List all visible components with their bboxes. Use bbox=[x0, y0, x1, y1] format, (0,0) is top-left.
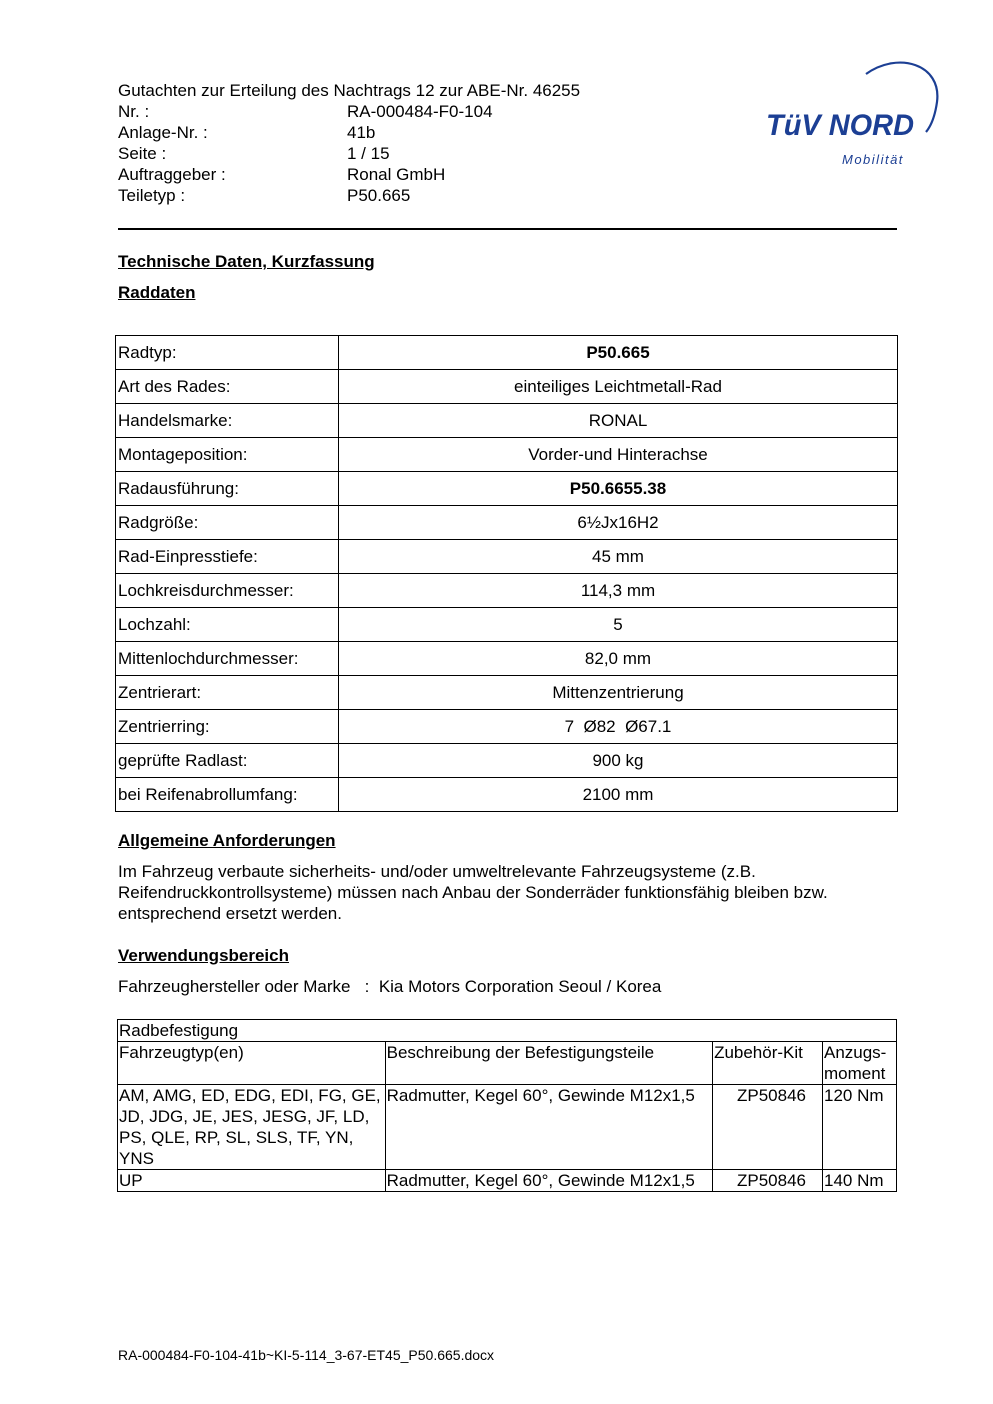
header-value: 41b bbox=[347, 123, 376, 142]
column-header: Fahrzeugtyp(en) bbox=[118, 1042, 386, 1085]
torque-value: 120 Nm bbox=[822, 1085, 896, 1170]
wheel-value: RONAL bbox=[339, 404, 898, 438]
table-row bbox=[118, 1085, 897, 1170]
table-row bbox=[116, 438, 898, 472]
table-row bbox=[116, 472, 898, 506]
wheel-key: Art des Rades: bbox=[116, 370, 339, 404]
header-label: Auftraggeber : bbox=[118, 165, 226, 184]
vehicle-types: UP bbox=[118, 1170, 386, 1192]
section-heading-tech: Technische Daten, Kurzfassung bbox=[118, 252, 375, 271]
header-row-seite bbox=[118, 143, 678, 164]
section-heading-verwendung: Verwendungsbereich bbox=[118, 946, 289, 965]
torque-header-line1: Anzugs- bbox=[823, 1043, 887, 1062]
table-row bbox=[116, 336, 898, 370]
document-header bbox=[118, 80, 678, 206]
header-value: 1 / 15 bbox=[347, 144, 390, 163]
table-row bbox=[116, 574, 898, 608]
wheel-value: 900 kg bbox=[339, 744, 898, 778]
torque-value: 140 Nm bbox=[822, 1170, 896, 1192]
wheel-value: Mittenzentrierung bbox=[339, 676, 898, 710]
wheel-key: Montageposition: bbox=[116, 438, 339, 472]
wheel-value: 2100 mm bbox=[339, 778, 898, 812]
wheel-key: Handelsmarke: bbox=[116, 404, 339, 438]
usage-separator: : bbox=[364, 977, 370, 996]
wheel-key: Lochkreisdurchmesser: bbox=[116, 574, 339, 608]
table-row bbox=[116, 676, 898, 710]
header-value: RA-000484-F0-104 bbox=[347, 102, 493, 121]
header-label: Teiletyp : bbox=[118, 186, 186, 205]
table-row bbox=[116, 778, 898, 812]
wheel-key: Radgröße: bbox=[116, 506, 339, 540]
table-row bbox=[116, 744, 898, 778]
wheel-value: P50.6655.38 bbox=[339, 472, 898, 506]
wheel-value: P50.665 bbox=[339, 336, 898, 370]
logo-subtitle: Mobilität bbox=[842, 152, 904, 167]
header-label: Nr. : bbox=[118, 102, 150, 121]
accessory-kit: ZP50846 bbox=[713, 1170, 823, 1192]
table-row bbox=[116, 608, 898, 642]
wheel-key: geprüfte Radlast: bbox=[116, 744, 339, 778]
table-header-row bbox=[118, 1042, 897, 1085]
wheel-key: bei Reifenabrollumfang: bbox=[116, 778, 339, 812]
tuv-nord-logo bbox=[760, 56, 945, 171]
table-row bbox=[116, 642, 898, 676]
footer-filename: RA-000484-F0-104-41b~KI-5-114_3-67-ET45_P50.665.docx bbox=[118, 1347, 495, 1363]
header-divider bbox=[118, 228, 897, 230]
header-row-auftraggeber bbox=[118, 164, 678, 185]
fixing-description: Radmutter, Kegel 60°, Gewinde M12x1,5 bbox=[385, 1170, 712, 1192]
wheel-key: Lochzahl: bbox=[116, 608, 339, 642]
table-row bbox=[116, 540, 898, 574]
wheel-key: Radtyp: bbox=[116, 336, 339, 370]
section-heading-raddaten: Raddaten bbox=[118, 283, 196, 302]
header-value: Ronal GmbH bbox=[347, 165, 446, 184]
header-label: Anlage-Nr. : bbox=[118, 123, 208, 142]
wheel-key: Radausführung: bbox=[116, 472, 339, 506]
vehicle-types: AM, AMG, ED, EDG, EDI, FG, GE, JD, JDG, JE, JES, JESG, JF, LD, PS, QLE, RP, SL, SLS, TF, YN, YNS bbox=[118, 1085, 386, 1170]
header-row-nr bbox=[118, 101, 678, 122]
wheel-value: 5 bbox=[339, 608, 898, 642]
wheel-value: Vorder-und Hinterachse bbox=[339, 438, 898, 472]
wheel-key: Zentrierring: bbox=[116, 710, 339, 744]
wheel-value: 114,3 mm bbox=[339, 574, 898, 608]
report-title: Gutachten zur Erteilung des Nachtrags 12 zur ABE-Nr. 46255 bbox=[118, 81, 581, 100]
wheel-key: Mittenlochdurchmesser: bbox=[116, 642, 339, 676]
wheel-value: 45 mm bbox=[339, 540, 898, 574]
header-row-anlage bbox=[118, 122, 678, 143]
table-row bbox=[118, 1170, 897, 1192]
wheel-data-table bbox=[115, 335, 898, 812]
logo-brand-text: TüV NORD bbox=[766, 109, 914, 142]
wheel-value: 7 Ø82 Ø67.1 bbox=[339, 710, 898, 744]
table-row bbox=[116, 506, 898, 540]
column-header: Beschreibung der Befestigungsteile bbox=[385, 1042, 712, 1085]
table-row bbox=[116, 370, 898, 404]
wheel-fixing-table bbox=[117, 1019, 897, 1192]
wheel-key: Rad-Einpresstiefe: bbox=[116, 540, 339, 574]
table-title-row bbox=[118, 1020, 897, 1042]
table-row bbox=[116, 710, 898, 744]
column-header-torque bbox=[822, 1042, 896, 1085]
column-header: Zubehör-Kit bbox=[713, 1042, 823, 1085]
usage-line bbox=[118, 977, 661, 997]
fixing-table-title: Radbefestigung bbox=[118, 1020, 897, 1042]
section-heading-allgemein: Allgemeine Anforderungen bbox=[118, 831, 336, 850]
usage-label: Fahrzeughersteller oder Marke bbox=[118, 977, 351, 996]
wheel-value: einteiliges Leichtmetall-Rad bbox=[339, 370, 898, 404]
torque-header-line2: moment bbox=[823, 1064, 886, 1083]
requirements-paragraph: Im Fahrzeug verbaute sicherheits- und/oder umweltrelevante Fahrzeugsysteme (z.B. Reifendruckkontrollsysteme) müssen nach Anbau der Sonderräder funktionsfähig bleiben bzw. entsprechend ersetzt werden. bbox=[118, 862, 828, 923]
wheel-value: 6½Jx16H2 bbox=[339, 506, 898, 540]
header-label: Seite : bbox=[118, 144, 167, 163]
wheel-key: Zentrierart: bbox=[116, 676, 339, 710]
header-row-teiletyp bbox=[118, 185, 678, 206]
accessory-kit: ZP50846 bbox=[713, 1085, 823, 1170]
header-value: P50.665 bbox=[347, 186, 411, 205]
usage-value: Kia Motors Corporation Seoul / Korea bbox=[378, 977, 662, 996]
table-row bbox=[116, 404, 898, 438]
fixing-description: Radmutter, Kegel 60°, Gewinde M12x1,5 bbox=[385, 1085, 712, 1170]
wheel-value: 82,0 mm bbox=[339, 642, 898, 676]
